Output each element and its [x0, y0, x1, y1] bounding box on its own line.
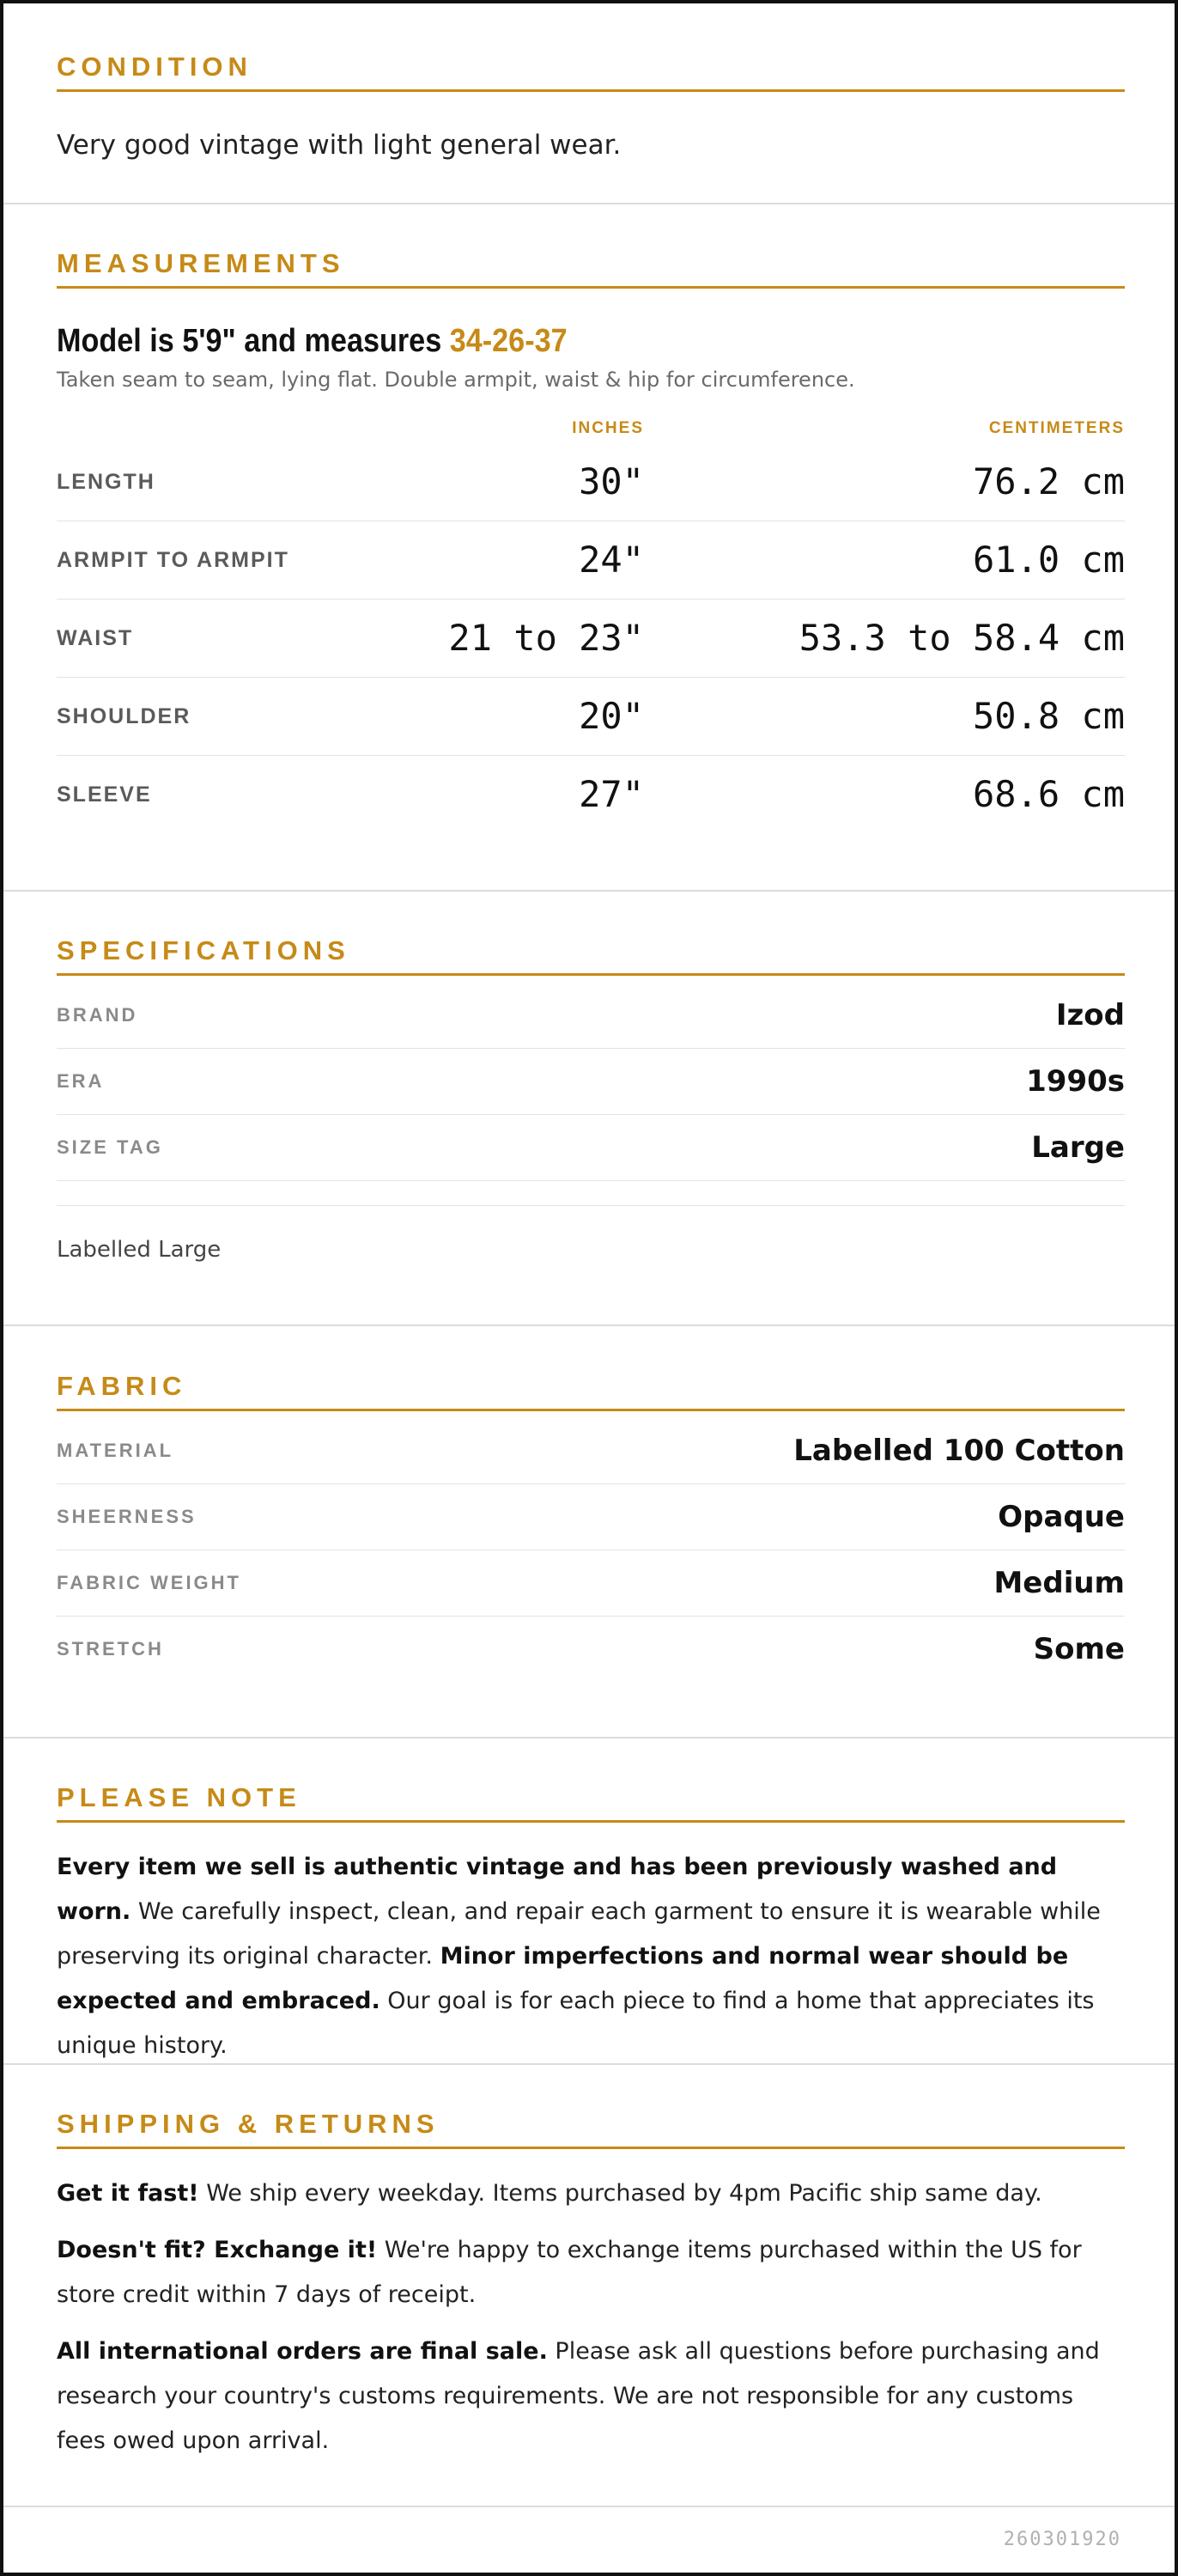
measurement-label: WAIST	[57, 626, 134, 650]
measurement-label: SLEEVE	[57, 783, 152, 807]
measurements-title: MEASUREMENTS	[57, 247, 1125, 289]
measurement-row	[57, 756, 1125, 833]
fabric-value: Opaque	[998, 1500, 1125, 1534]
section-divider	[3, 890, 1175, 892]
please-note-text	[57, 1845, 1125, 2068]
condition-title: CONDITION	[57, 50, 1125, 92]
shipping-text	[57, 2171, 1125, 2463]
measurements-section	[3, 247, 1175, 833]
spec-row	[57, 983, 1125, 1049]
measurement-label: LENGTH	[57, 470, 155, 494]
section-divider	[3, 2506, 1175, 2507]
section-divider	[3, 2063, 1175, 2065]
model-prefix: Model is 5'9" and measures	[57, 323, 450, 359]
fabric-value: Medium	[993, 1566, 1125, 1600]
spec-value: Large	[1031, 1130, 1125, 1165]
note-emphasis: Every item we sell is authentic vintage and has been previously washed and worn.	[57, 1854, 1058, 1925]
spec-value: 1990s	[1026, 1064, 1125, 1099]
fabric-label: FABRIC WEIGHT	[57, 1572, 241, 1593]
measurement-inches: 24"	[579, 539, 644, 581]
spec-value: Izod	[1055, 998, 1125, 1032]
shipping-emphasis: All international orders are final sale.	[57, 2338, 548, 2365]
fabric-row	[57, 1550, 1125, 1617]
spec-label: ERA	[57, 1070, 105, 1092]
please-note-section	[3, 1781, 1175, 2068]
shipping-paragraph	[57, 2329, 1125, 2463]
shipping-emphasis: Doesn't fit? Exchange it!	[57, 2237, 378, 2263]
specifications-title: SPECIFICATIONS	[57, 934, 1125, 976]
note-body: We carefully inspect, clean, and repair each garment to ensure it is wearable while preserving its original character.	[57, 1898, 1101, 1970]
shipping-paragraph	[57, 2171, 1125, 2216]
measurement-note: Taken seam to seam, lying flat. Double armpit, waist & hip for circumference.	[57, 368, 855, 392]
fabric-value: Some	[1033, 1632, 1125, 1666]
fabric-label: STRETCH	[57, 1638, 164, 1659]
size-tag-note: Labelled Large	[57, 1205, 1125, 1264]
shipping-emphasis: Get it fast!	[57, 2180, 199, 2207]
spec-row	[57, 1115, 1125, 1181]
measurement-inches: 27"	[579, 773, 644, 815]
condition-text: Very good vintage with light general wear.	[57, 130, 622, 161]
section-divider	[3, 1737, 1175, 1739]
fabric-row	[57, 1418, 1125, 1484]
inches-column-header: INCHES	[572, 419, 644, 437]
fabric-label: MATERIAL	[57, 1440, 174, 1461]
section-divider	[3, 1325, 1175, 1326]
measurement-cm: 53.3 to 58.4 cm	[798, 617, 1125, 659]
shipping-body: We're happy to exchange items purchased within the US for store credit within 7 days of receipt.	[57, 2237, 1082, 2308]
measurement-table-header	[57, 393, 1125, 443]
measurement-inches: 30"	[579, 460, 644, 502]
specifications-list	[57, 983, 1125, 1181]
spec-label: BRAND	[57, 1004, 138, 1026]
fabric-title: FABRIC	[57, 1369, 1125, 1411]
measurement-inches: 21 to 23"	[448, 617, 644, 659]
shipping-section	[3, 2107, 1175, 2476]
fabric-section	[3, 1369, 1175, 1682]
measurement-row	[57, 600, 1125, 678]
model-figure: 34-26-37	[449, 323, 568, 359]
measurement-row	[57, 678, 1125, 756]
shipping-body: We ship every weekday. Items purchased by 4pm Pacific ship same day.	[198, 2180, 1042, 2207]
spec-row	[57, 1049, 1125, 1115]
specifications-section	[3, 934, 1175, 1264]
measurement-cm: 68.6 cm	[972, 773, 1125, 815]
measurement-row	[57, 443, 1125, 521]
shipping-body: Please ask all questions before purchasing and research your country's customs requirements. We are not responsible for any customs fees owed upon arrival.	[57, 2338, 1100, 2454]
condition-section	[3, 50, 1175, 162]
measurement-cm: 50.8 cm	[972, 695, 1125, 737]
measurement-row	[57, 521, 1125, 600]
fabric-value: Labelled 100 Cotton	[793, 1434, 1125, 1468]
fabric-row	[57, 1484, 1125, 1550]
measurement-inches: 20"	[579, 695, 644, 737]
fabric-row	[57, 1617, 1125, 1682]
please-note-title: PLEASE NOTE	[57, 1781, 1125, 1823]
product-code: 260301920	[1003, 2529, 1121, 2550]
fabric-list	[57, 1418, 1125, 1682]
measurement-table	[57, 443, 1125, 833]
note-emphasis: Minor imperfections and normal wear should be expected and embraced.	[57, 1943, 1069, 2014]
measurement-label: ARMPIT TO ARMPIT	[57, 548, 289, 572]
measurement-label: SHOULDER	[57, 704, 191, 728]
shipping-title: SHIPPING & RETURNS	[57, 2107, 1125, 2149]
measurement-cm: 76.2 cm	[972, 460, 1125, 502]
note-body: Our goal is for each piece to find a home that appreciates its unique history.	[57, 1988, 1095, 2059]
measurement-cm: 61.0 cm	[972, 539, 1125, 581]
section-divider	[3, 203, 1175, 204]
spec-label: SIZE TAG	[57, 1136, 163, 1158]
model-measurements	[57, 321, 1018, 361]
fabric-label: SHEERNESS	[57, 1506, 197, 1527]
shipping-paragraph	[57, 2228, 1125, 2317]
centimeters-column-header: CENTIMETERS	[988, 419, 1125, 437]
